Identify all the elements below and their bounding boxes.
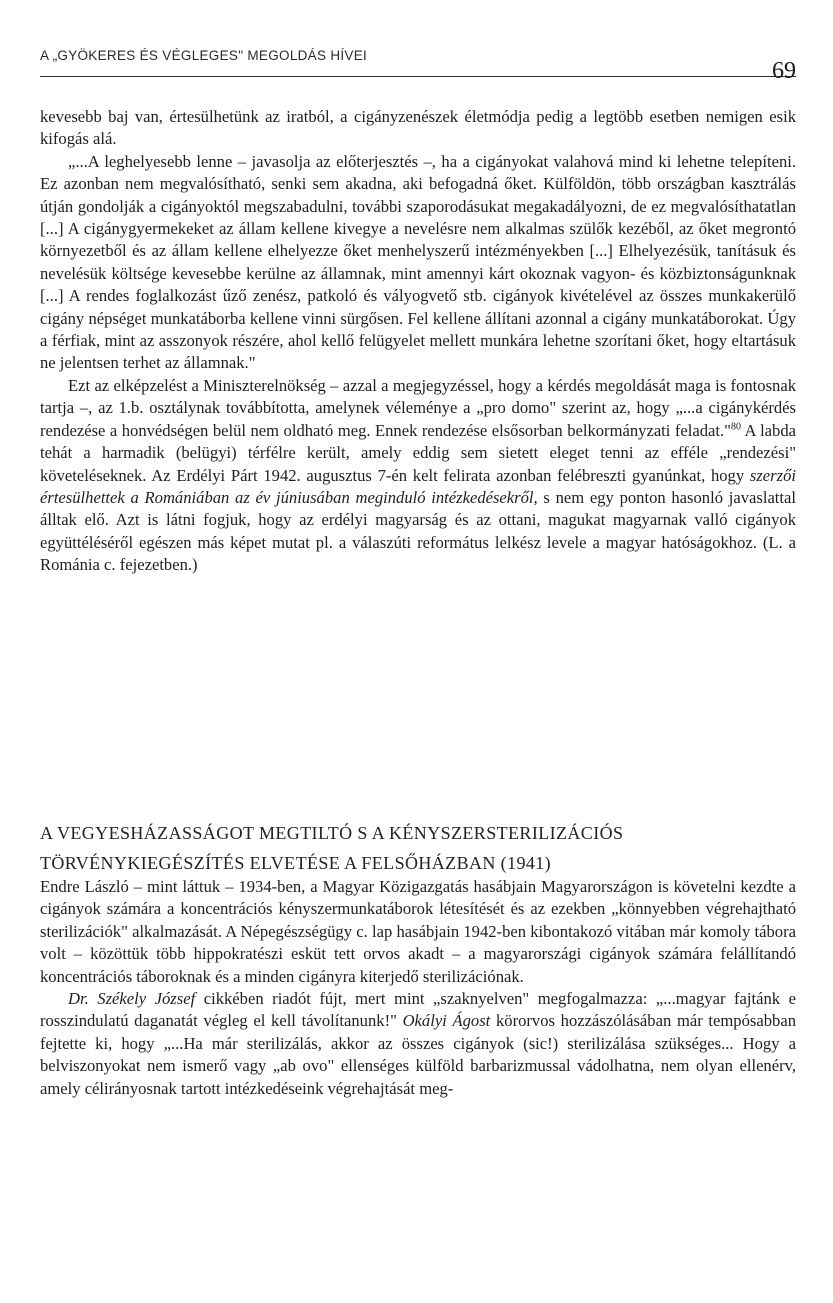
paragraph-3-part-b: A labda tehát a harmadik (belügyi) térfélre került, amely eddig sem sietett eleget tenni az efféle „rendezési" követeléseknek. Az Erdélyi Párt 1942. augusztus 7-én kelt felirata azonban felébreszti gyanúnkat, hogy <box>40 420 796 485</box>
section-heading-line-2: TÖRVÉNYKIEGÉSZÍTÉS ELVETÉSE A FELSŐHÁZBAN (1941) <box>40 853 552 873</box>
paragraph-2-quote: „...A leghelyesebb lenne – javasolja az előterjesztés –, ha a cigányokat valahová mind ki lehetne telepíteni. Ez azonban nem megvalósítható, senki sem akadna, aki befogadná őket. Külföldön, több országban kasztrálás útján gondolják a cigányoktól megszabadulni, további szaporodásukat megakadályozni, de ez megvalósíthatatlan [...] A cigánygyermekeket az állam kellene kivegye a nevelésre nem alkalmas szülők kezéből, az őket megrontó környezetből és az állam kellene elhelyezze őket menhelyszerű intézményekben [...] Elhelyezésük, tanításuk és nevelésük költsége kevesebbe kerülne az államnak, mint amennyi kárt okoznak vagyon- és közbiztonságunknak [...] A rendes foglalkozást űző zenész, patkoló és vályogvető stb. cigányok kivételével az összes munkakerülő cigány népséget munkatáborba kellene vinni sürgősen. Fel kellene állítani azonnal a cigány munkatáborokat. Úgy a férfiak, mint az asszonyok részére, ahol kellő felügyelet mellett munkára lehetne szorítani őket, hogy eltartásuk ne jelentsen terhet az államnak." <box>40 151 796 373</box>
chapter-body <box>40 106 796 577</box>
paragraph-1: kevesebb baj van, értesülhetünk az iratból, a cigányzenészek életmódja pedig a legtöbb esetben nemigen esik kifogás alá. <box>40 107 796 149</box>
paragraph-3-part-c: s nem egy ponton hasonló javaslattal álltak elő. Azt is látni fogjuk, hogy az erdélyi magyarság és az ottani, magukat magyarnak valló cigányok együttéléséről egészen más képet mutat pl. a válaszúti református lelkész levele a magyar hatóságokhoz. (L. a Románia c. fejezetben.) <box>40 487 796 575</box>
author-name-szekely: Dr. Székely József <box>68 989 196 1009</box>
paragraph-3-italic: szerzői értesülhettek a Romániában az év júniusában meginduló intézkedésekről, <box>40 465 796 507</box>
paragraph-3 <box>40 375 796 577</box>
running-head: A „GYÖKERES ÉS VÉGLEGES" MEGOLDÁS HÍVEI <box>40 48 368 63</box>
footnote-ref-80[interactable]: 80 <box>730 421 741 433</box>
section-heading <box>40 818 796 878</box>
page-number: 69 <box>772 58 796 84</box>
section-paragraph-1: Endre László – mint láttuk – 1934-ben, a Magyar Közigazgatás hasábjain Magyarországon is követelni kezdte a cigányok számára a koncentrációs kényszermunkatáborok létesítését és az ezekben „könnyebben végrehajtható sterilizációk" alkalmazását. A Népegészségügy c. lap hasábjain 1942-ben kibontakozó vitában már komoly tábora volt – közöttük több hippokratészi esküt tett orvos akadt – a magyarországi cigányok számára felállítandó koncentrációs táboroknak és a minden cigányra kiterjedő sterilizációnak. <box>40 877 796 986</box>
section-body <box>40 876 796 1100</box>
section-paragraph-2-part-a: cikkében riadót fújt, mert mint „szaknyelven" megfogalmazza: „...magyar fajtánk e rosszindulatú daganatát végleg el kell távolítanunk!" <box>40 989 796 1031</box>
section-heading-line-1: A VEGYESHÁZASSÁGOT MEGTILTÓ S A KÉNYSZERSTERILIZÁCIÓS <box>40 823 624 843</box>
section-paragraph-2-part-b: körorvos hozzászólásában már tempósabban fejtette ki, hogy „...Ha már sterilizálás, akkor az összes cigányok (sic!) sterilizálása szükséges... Hogy a belviszonyokat nem ismerő vagy „ab ovo" ellenséges külföld barbarizmussal vádolhatna, nem olyan ellenérv, amely célirányosnak tartott intézkedéseink végrehajtását meg- <box>40 1011 796 1098</box>
page-header <box>40 42 796 84</box>
paragraph-3-part-a: Ezt az elképzelést a Miniszterelnökség – azzal a megjegyzéssel, hogy a kérdés megoldását maga is fontosnak tartja –, az 1.b. osztálynak továbbította, amelynek véleménye a „pro domo" szerint az, hogy „...a cigánykérdés rendezése a honvédségen belül nem oldható meg. Ennek rendezése elsősorban belkormányzati feladat." <box>40 375 796 440</box>
section-paragraph-2 <box>40 988 796 1100</box>
author-name-okalyi: Okályi Ágost <box>402 1011 491 1031</box>
